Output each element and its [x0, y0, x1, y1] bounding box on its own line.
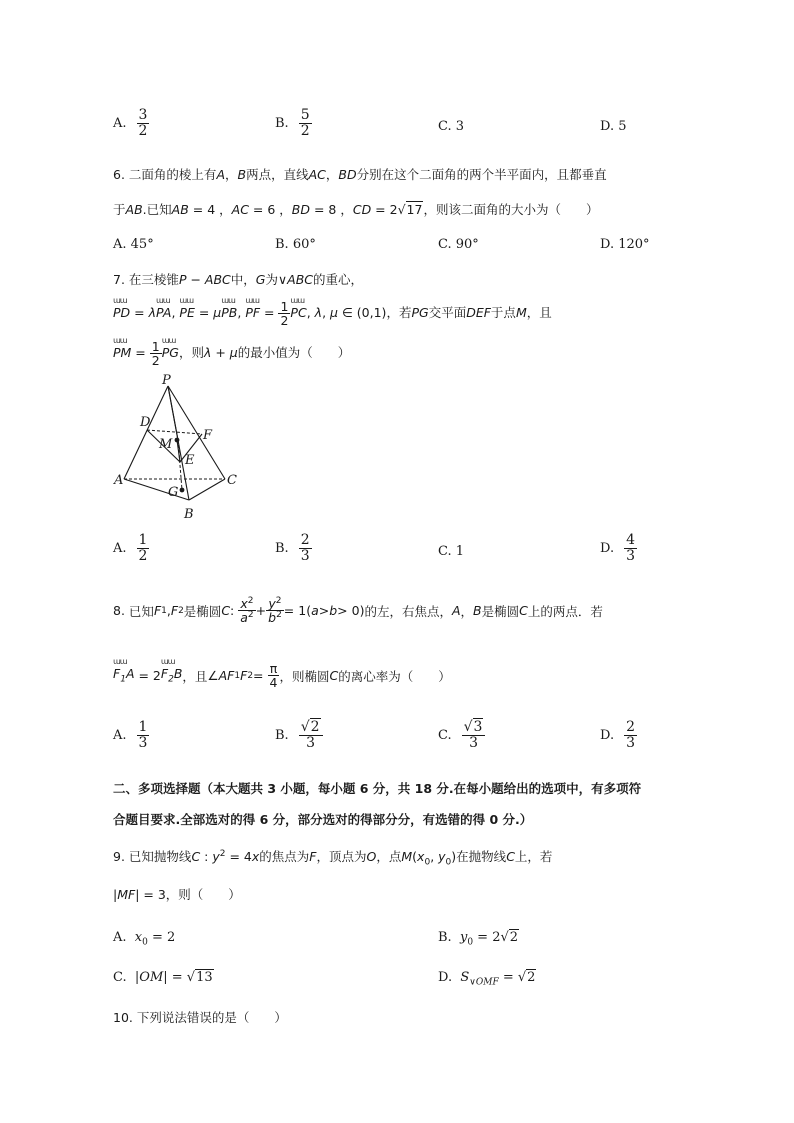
q7-fig-label-c: C: [227, 473, 237, 488]
q8-option-d: D. $\frac{2}{3}$: [600, 719, 636, 751]
q7-fig-label-m: M: [159, 437, 173, 452]
q7-fig-label-p: P: [162, 373, 171, 388]
q5-option-b: B. $\frac{5}{2}$: [275, 107, 310, 139]
q7-fig-label-e: E: [185, 453, 195, 468]
q6-option-a: A. 45°: [113, 237, 154, 252]
q7-option-c: C. 1: [438, 544, 465, 559]
q7-option-d: D. $\frac{4}{3}$: [600, 532, 636, 564]
q7-fig-label-d: D: [140, 415, 151, 430]
section2-heading-line1: 二、多项选择题（本大题共 3 小题，每小题 6 分，共 18 分.在每小题给出的选项中，有多项符: [113, 781, 642, 796]
q9-option-d: D. $S_{\vee OMF} = √2$: [438, 970, 536, 988]
q6-option-b: B. 60°: [275, 237, 316, 252]
q10-line: 10. 下列说法错误的是（ ）: [113, 1010, 287, 1025]
q5-option-a: A. $\frac{3}{2}$: [113, 107, 148, 139]
q7-option-a: A. $\frac{1}{2}$: [113, 532, 148, 564]
q9-line1: 9. 已知抛物线C : $y^2 = 4x$的焦点为F，顶点为O，点$M(x_0$, $y_0$)在抛物线C上，若: [113, 848, 553, 868]
q7-fig-label-g: G: [168, 485, 179, 500]
q9-line2: |MF| = 3，则（ ）: [113, 887, 241, 902]
q7-fig-label-f: F: [203, 428, 213, 443]
q9-option-a: A. $x_0 = 2$: [113, 930, 176, 948]
q7-fig-label-a: A: [114, 473, 124, 488]
q5-option-d: D. 5: [600, 119, 627, 134]
q7-line2: ɯɯ PD = λɯɯ PA, ɯɯ PE = μɯɯ PB, ɯɯ PF = $\frac{1}{2}$ ɯɯ PC, λ, μ ∈ (0,1)，若PG交平面DEF于点M，且: [113, 300, 552, 327]
q5-option-c: C. 3: [438, 119, 465, 134]
q8-option-c: C. $\frac{√3}{3}$: [438, 720, 485, 750]
q9-option-b: B. $y_0 = 2√2$: [438, 930, 519, 948]
q6-line2: 于AB.已知AB = 4 ，AC = 6 ，BD = 8 ，CD = 2√17，则该二面角的大小为（ ）: [113, 202, 599, 217]
q8-option-b: B. $\frac{√2}{3}$: [275, 720, 323, 750]
q5-option-a-fraction: $\frac{3}{2}$: [138, 107, 148, 139]
q7-line1: 7. 在三棱锥P − ABC中，G为∨ABC的重心，: [113, 272, 364, 287]
q5-option-b-fraction: $\frac{5}{2}$: [300, 107, 310, 139]
q8-line1: 8. 已知 F 1 , F 2 是椭圆 C : $\frac{x^2}{a^2}$ + $\frac{y^2}{b^2}$ = 1( a > b > 0) 的左，右焦点， A ， B 是椭圆 C 上的两点．若: [113, 596, 603, 626]
q8-line2: ɯɯ $F_1A$ = 2 ɯɯ $F_2B$ ，且 ∠ AF 1 F 2 = $\frac{\pi}{4}$ ，则椭圆 C 的离心率为（ ）: [113, 662, 451, 689]
q7-option-b: B. $\frac{2}{3}$: [275, 532, 310, 564]
section2-heading-line2: 合题目要求.全部选对的得 6 分，部分选对的得部分分，有选错的得 0 分.）: [113, 812, 533, 827]
q7-tetrahedron-figure: [112, 372, 247, 522]
q8-option-a: A. $\frac{1}{3}$: [113, 719, 148, 751]
q7-line3: ɯɯ PM = $\frac{1}{2}$ ɯɯ PG，则λ + μ的最小值为（ ）: [113, 340, 350, 367]
q6-option-d: D. 120°: [600, 237, 650, 252]
q6-option-c: C. 90°: [438, 237, 479, 252]
q7-fig-label-b: B: [184, 507, 194, 522]
q9-option-c: C. |OM| = √13: [113, 970, 213, 985]
q6-line1: 6. 二面角的棱上有A，B两点，直线AC，BD分别在这个二面角的两个半平面内，且都垂直: [113, 167, 607, 182]
